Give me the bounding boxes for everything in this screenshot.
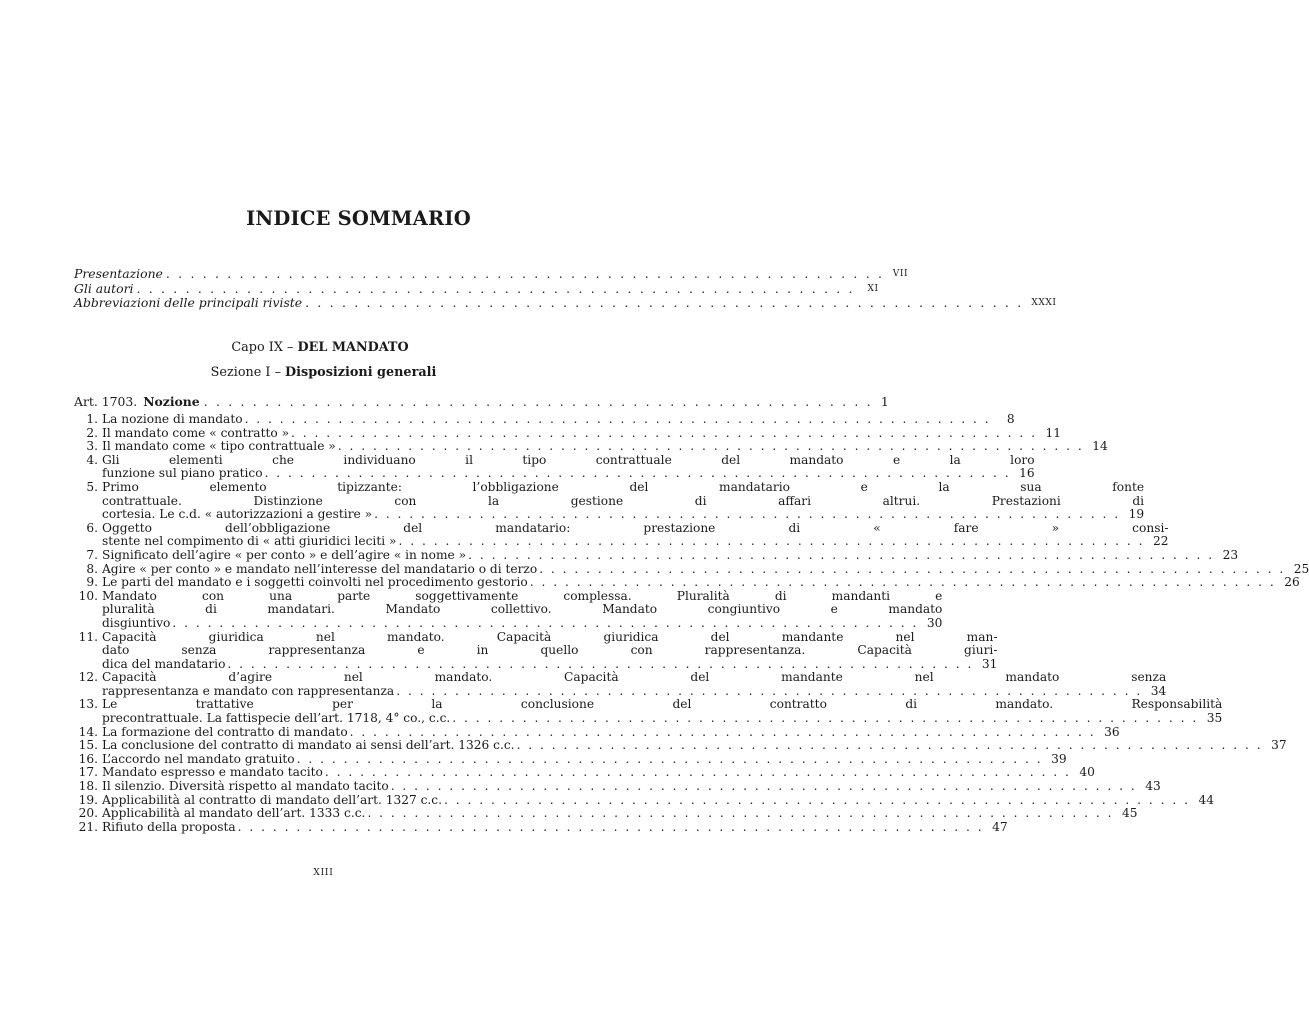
toc-entry-body — [102, 563, 1309, 577]
toc-entry-line: Mandato con una parte soggettivamente complessa. Pluralità di mandanti e — [102, 588, 943, 603]
toc-entry-number: 18. — [78, 779, 98, 794]
dot-leader: . . . . . . . . . . . . . . . . . . . . . . . . . . . . . . . . . . . . . . . . . . . . . . . . . . . . . . . . . . . . . . . . — [324, 765, 1071, 780]
toc-entry-number: 6. — [86, 520, 98, 535]
toc-entry-body — [102, 576, 1300, 590]
dot-leader: . . . . . . . . . . . . . . . . . . . . . . . . . . . . . . . . . . . . . . . . . . . . . . . . . . . . . . . . . . . — [305, 295, 1024, 310]
toc-entry-line: Le trattative per la conclusione del contratto di mandato. Responsabilità — [102, 697, 1223, 712]
front-matter-item — [74, 266, 909, 282]
chapter-heading — [0, 340, 640, 355]
toc-entry-body — [102, 794, 1214, 808]
toc-entry-number: 7. — [86, 547, 98, 562]
toc-entry-line: Rifiuto della proposta — [102, 819, 236, 834]
dot-leader: . . . . . . . . . . . . . . . . . . . . . . . . . . . . . . . . . . . . . . . . . . . . . . . . . . . . . . . . . . . . . . . . — [398, 534, 1145, 549]
toc-entry — [74, 738, 1287, 753]
front-matter-label: Presentazione — [74, 266, 163, 281]
toc-entry-page: 14 — [1092, 439, 1108, 454]
toc-entry-page: 30 — [926, 615, 943, 630]
dot-leader: . . . . . . . . . . . . . . . . . . . . . . . . . . . . . . . . . . . . . . . . . . . . . . . . . . . . . . . . . . . . . . . . — [296, 751, 1043, 766]
toc-entry-page: 25 — [1293, 561, 1309, 576]
toc-entry-body — [102, 427, 1061, 441]
toc-entry-number: 15. — [78, 738, 98, 753]
toc-entry-page: 34 — [1150, 683, 1167, 698]
toc-entry-body — [102, 698, 1222, 725]
toc-entry-number: 19. — [78, 792, 98, 807]
toc-entry-number: 20. — [78, 806, 98, 821]
toc-entry — [74, 779, 1161, 794]
dot-leader: . . . . . . . . . . . . . . . . . . . . . . . . . . . . . . . . . . . . . . . . . . . . . . . . . . . . . . . . . . . . . . . . — [237, 819, 984, 834]
toc-entry — [74, 670, 1167, 698]
toc-entry-line: Capacità d’agire nel mandato. Capacità del mandante nel mandato senza — [102, 670, 1167, 685]
chapter-prefix: Capo IX — [231, 340, 283, 355]
toc-entry-page: 26 — [1284, 575, 1300, 590]
toc-entry-line: Applicabilità al contratto di mandato dell’art. 1327 c.c. — [102, 792, 443, 807]
toc-entry-last-line — [102, 726, 1120, 740]
toc-entry-line: Capacità giuridica nel mandato. Capacità giuridica del mandante nel man- — [102, 629, 998, 644]
toc-entry-body — [102, 807, 1137, 821]
front-matter-label: Gli autori — [74, 280, 134, 296]
dot-leader: . . . . . . . . . . . . . . . . . . . . . . . . . . . . . . . . . . . . . . . . . . . . . . . . . . . . . . . . . . . . . . . . — [337, 439, 1084, 454]
toc-entry-line: Oggetto dell’obbligazione del mandatario: prestazione di « fare » consi- — [102, 520, 1169, 535]
toc-entry-number: 3. — [86, 439, 98, 454]
toc-entry-number: 5. — [86, 479, 98, 494]
toc-entry-last-line — [102, 427, 1061, 441]
dot-leader: . . . . . . . . . . . . . . . . . . . . . . . . . . . . . . . . . . . . . . . . . . . . . . . . . . . . . . . — [203, 394, 873, 409]
toc-entry — [74, 479, 1145, 522]
toc-entry-line: Il mandato come « contratto » — [102, 425, 290, 440]
toc-entry — [74, 765, 1095, 780]
toc-entry-line: dica del mandatario — [102, 656, 226, 671]
toc-entry-body — [102, 726, 1120, 740]
toc-entry-page: 39 — [1051, 751, 1067, 766]
toc-entry-body — [102, 753, 1067, 767]
toc-entry-body — [102, 440, 1108, 454]
toc-entry-page: 36 — [1104, 724, 1120, 739]
toc-entry-body — [102, 631, 997, 672]
front-matter-item — [74, 295, 1057, 311]
toc-entry-number: 17. — [78, 765, 98, 780]
toc-entry-last-line — [102, 739, 1287, 753]
section-prefix: Sezione I — [210, 365, 271, 380]
toc-entry — [74, 806, 1138, 821]
toc-entry-page: 45 — [1121, 806, 1138, 821]
toc-entry-line: funzione sul piano pratico — [102, 466, 263, 481]
toc-entry-body — [102, 766, 1095, 780]
toc-entry-last-line — [102, 807, 1137, 821]
toc-entry-line: dato senza rappresentanza e in quello con rappresentanza. Capacità giuri- — [102, 643, 998, 658]
toc-entry-page: 16 — [1019, 466, 1035, 481]
toc-entry-line: La conclusione del contratto di mandato ai sensi dell’art. 1326 c.c. — [102, 738, 515, 753]
toc-entry-line: Primo elemento tipizzante: l’obbligazione del mandatario e la sua fonte — [102, 479, 1145, 494]
dot-leader: . . . . . . . . . . . . . . . . . . . . . . . . . . . . . . . . . . . . . . . . . . . . . . . . . . . . . . . . . . . — [165, 266, 885, 281]
toc-entry-last-line — [102, 549, 1238, 563]
toc-entry — [74, 520, 1169, 549]
page-title: INDICE SOMMARIO — [246, 207, 471, 230]
toc-entry-line: Agire « per conto » e mandato nell’interesse del mandatario o di terzo — [102, 561, 538, 576]
toc-entry-page: 11 — [1045, 425, 1062, 440]
toc-entry-body — [102, 671, 1166, 698]
toc-entry-number: 21. — [78, 819, 98, 834]
toc-entry-last-line — [102, 440, 1108, 454]
article-title: Nozione — [143, 394, 200, 409]
toc-entry-page: 31 — [981, 656, 998, 671]
front-matter-list — [74, 266, 1057, 311]
toc-entry — [74, 792, 1215, 808]
toc-entry — [74, 724, 1120, 740]
front-matter-page: VII — [892, 269, 909, 279]
article-label: Art. 1703. — [74, 394, 138, 409]
article-page: 1 — [880, 394, 889, 409]
toc-entry-number: 13. — [78, 697, 98, 712]
chapter-name: DEL MANDATO — [297, 340, 409, 355]
toc-entry-line: Le parti del mandato e i soggetti coinvolti nel procedimento gestorio — [102, 575, 528, 590]
dot-leader: . . . . . . . . . . . . . . . . . . . . . . . . . . . . . . . . . . . . . . . . . . . . . . . . . . . . . . . . . . . . . . . . — [374, 507, 1121, 522]
toc-entry-number: 11. — [78, 629, 98, 644]
toc-entry-last-line — [102, 712, 1222, 726]
toc-entry — [74, 412, 1015, 427]
toc-entry-line: La nozione di mandato — [102, 412, 243, 426]
toc-entry-number: 10. — [78, 588, 98, 603]
toc-entry-body — [102, 413, 1015, 427]
toc-entry-line: Applicabilità al mandato dell’art. 1333 c.c. — [102, 806, 366, 821]
toc-entry-page: 47 — [992, 819, 1008, 834]
toc-entry-last-line — [102, 508, 1144, 522]
toc-entry-number: 9. — [86, 575, 98, 590]
toc-entry-body — [102, 739, 1287, 753]
toc-entry — [74, 819, 1008, 835]
toc-entry-last-line — [102, 413, 1015, 427]
toc-entry-last-line — [102, 685, 1166, 699]
front-matter-page: XXXI — [1031, 298, 1057, 308]
dot-leader: . . . . . . . . . . . . . . . . . . . . . . . . . . . . . . . . . . . . . . . . . . . . . . . . . . . . . . . . . . . . . . . . — [516, 738, 1263, 753]
front-matter-page: XI — [867, 283, 879, 294]
dot-leader: . . . . . . . . . . . . . . . . . . . . . . . . . . . . . . . . . . . . . . . . . . . . . . . . . . . . . . . . . . . . . . . . — [291, 425, 1038, 440]
toc-entry-last-line — [102, 467, 1035, 481]
dot-leader: . . . . . . . . . . . . . . . . . . . . . . . . . . . . . . . . . . . . . . . . . . . . . . . . . . . . . . . . . . . . . . . . — [390, 779, 1137, 794]
section-dash: – — [274, 365, 281, 380]
toc-entry-number: 1. — [86, 412, 98, 426]
toc-entry-last-line — [102, 753, 1067, 767]
dot-leader: . . . . . . . . . . . . . . . . . . . . . . . . . . . . . . . . . . . . . . . . . . . . . . . . . . . . . . . . . . . . . . . . — [539, 561, 1286, 576]
toc-entry-line: La formazione del contratto di mandato — [102, 724, 348, 739]
dot-leader: . . . . . . . . . . . . . . . . . . . . . . . . . . . . . . . . . . . . . . . . . . . . . . . . . . . . . . . . . . . . . . . . — [468, 547, 1215, 562]
dot-leader: . . . . . . . . . . . . . . . . . . . . . . . . . . . . . . . . . . . . . . . . . . . . . . . . . . . . . . . . . . . . . . . . — [529, 575, 1276, 590]
toc-entry-line: rappresentanza e mandato con rappresentanza — [102, 683, 395, 698]
toc-entry-body — [102, 549, 1238, 563]
toc-entry — [74, 439, 1108, 454]
dot-leader: . . . . . . . . . . . . . . . . . . . . . . . . . . . . . . . . . . . . . . . . . . . . . . . . . . . . . . . . . . . — [136, 280, 855, 296]
toc-entry-line: Mandato espresso e mandato tacito — [102, 765, 323, 780]
toc-entry-line: Significato dell’agire « per conto » e dell’agire « in nome » — [102, 547, 467, 562]
front-matter-item — [74, 280, 879, 297]
toc-entry-page: 35 — [1206, 711, 1223, 726]
toc-entry-last-line — [102, 821, 1008, 835]
toc-entry-line: Gli elementi che individuano il tipo contrattuale del mandato e la loro — [102, 452, 1035, 467]
dot-leader: . . . . . . . . . . . . . . . . . . . . . . . . . . . . . . . . . . . . . . . . . . . . . . . . . . . . . . . . . . . . . . . . — [349, 724, 1096, 739]
toc-entry-number: 14. — [78, 724, 98, 739]
toc-entry-last-line — [102, 658, 997, 672]
toc-list — [74, 412, 1309, 834]
toc-entry — [74, 751, 1067, 767]
toc-entry-page: 8 — [1006, 412, 1015, 426]
dot-leader: . . . . . . . . . . . . . . . . . . . . . . . . . . . . . . . . . . . . . . . . . . . . . . . . . . . . . . . . . . . . . . . . — [367, 806, 1114, 821]
dot-leader: . . . . . . . . . . . . . . . . . . . . . . . . . . . . . . . . . . . . . . . . . . . . . . . . . . . . . . . . . . . . . . . . — [396, 683, 1143, 698]
toc-entry-page: 19 — [1128, 507, 1145, 522]
toc-entry-last-line — [102, 780, 1161, 794]
toc-entry-page: 23 — [1222, 547, 1239, 562]
toc-entry-page: 43 — [1145, 779, 1161, 794]
toc-entry — [74, 452, 1035, 481]
toc-entry-body — [102, 590, 942, 631]
toc-entry-page: 44 — [1198, 792, 1215, 807]
toc-entry — [74, 425, 1062, 441]
dot-leader: . . . . . . . . . . . . . . . . . . . . . . . . . . . . . . . . . . . . . . . . . . . . . . . . . . . . . . . . . . . . . . . . — [244, 412, 991, 426]
toc-entry-number: 16. — [78, 751, 98, 766]
toc-entry-number: 2. — [86, 425, 98, 440]
toc-entry-page: 37 — [1271, 738, 1287, 753]
toc-entry-last-line — [102, 576, 1300, 590]
toc-entry — [74, 547, 1239, 563]
toc-entry-last-line — [102, 617, 942, 631]
toc-entry-last-line — [102, 535, 1168, 549]
toc-entry-page: 22 — [1152, 534, 1169, 549]
section-name: Disposizioni generali — [285, 365, 437, 380]
toc-entry-body — [102, 454, 1035, 481]
toc-entry — [74, 697, 1223, 726]
toc-entry-page: 40 — [1079, 765, 1095, 780]
toc-entry — [74, 575, 1300, 590]
chapter-dash: – — [287, 340, 294, 355]
toc-entry-number: 8. — [86, 561, 98, 576]
toc-entry-last-line — [102, 563, 1309, 577]
toc-entry-last-line — [102, 766, 1095, 780]
dot-leader: . . . . . . . . . . . . . . . . . . . . . . . . . . . . . . . . . . . . . . . . . . . . . . . . . . . . . . . . . . . . . . . . — [452, 711, 1199, 726]
toc-entry-line: cortesia. Le c.d. « autorizzazioni a gestire » — [102, 507, 373, 522]
toc-entry-line: stente nel compimento di « atti giuridici leciti » — [102, 534, 397, 549]
toc-entry-body — [102, 522, 1168, 549]
toc-entry-body — [102, 821, 1008, 835]
dot-leader: . . . . . . . . . . . . . . . . . . . . . . . . . . . . . . . . . . . . . . . . . . . . . . . . . . . . . . . . . . . . . . . . — [172, 615, 919, 630]
toc-entry-number: 4. — [86, 452, 98, 467]
toc-entry — [74, 588, 943, 631]
article-heading — [74, 394, 889, 410]
toc-entry-last-line — [102, 794, 1214, 808]
page-number: XIII — [313, 868, 334, 878]
toc-entry-body — [102, 780, 1161, 794]
toc-entry-line: Il mandato come « tipo contrattuale » — [102, 439, 336, 454]
dot-leader: . . . . . . . . . . . . . . . . . . . . . . . . . . . . . . . . . . . . . . . . . . . . . . . . . . . . . . . . . . . . . . . . — [444, 792, 1191, 807]
toc-entry-number: 12. — [78, 670, 98, 685]
toc-entry-line: Il silenzio. Diversità rispetto al mandato tacito — [102, 779, 389, 794]
toc-entry-line: L’accordo nel mandato gratuito — [102, 751, 295, 766]
toc-entry — [74, 561, 1309, 577]
section-heading — [0, 365, 647, 380]
toc-entry-line: contrattuale. Distinzione con la gestione di affari altrui. Prestazioni di — [102, 493, 1145, 508]
toc-entry-line: precontrattuale. La fattispecie dell’art. 1718, 4° co., c.c. — [102, 711, 451, 726]
toc-entry-body — [102, 481, 1144, 522]
front-matter-label: Abbreviazioni delle principali riviste — [74, 295, 303, 310]
toc-entry-line: disgiuntivo — [102, 615, 171, 630]
toc-entry — [74, 629, 998, 672]
dot-leader: . . . . . . . . . . . . . . . . . . . . . . . . . . . . . . . . . . . . . . . . . . . . . . . . . . . . . . . . . . . . . . . . — [264, 466, 1011, 481]
dot-leader: . . . . . . . . . . . . . . . . . . . . . . . . . . . . . . . . . . . . . . . . . . . . . . . . . . . . . . . . . . . . . . . . — [227, 656, 974, 671]
toc-entry-line: pluralità di mandatari. Mandato collettivo. Mandato congiuntivo e mandato — [102, 602, 943, 617]
